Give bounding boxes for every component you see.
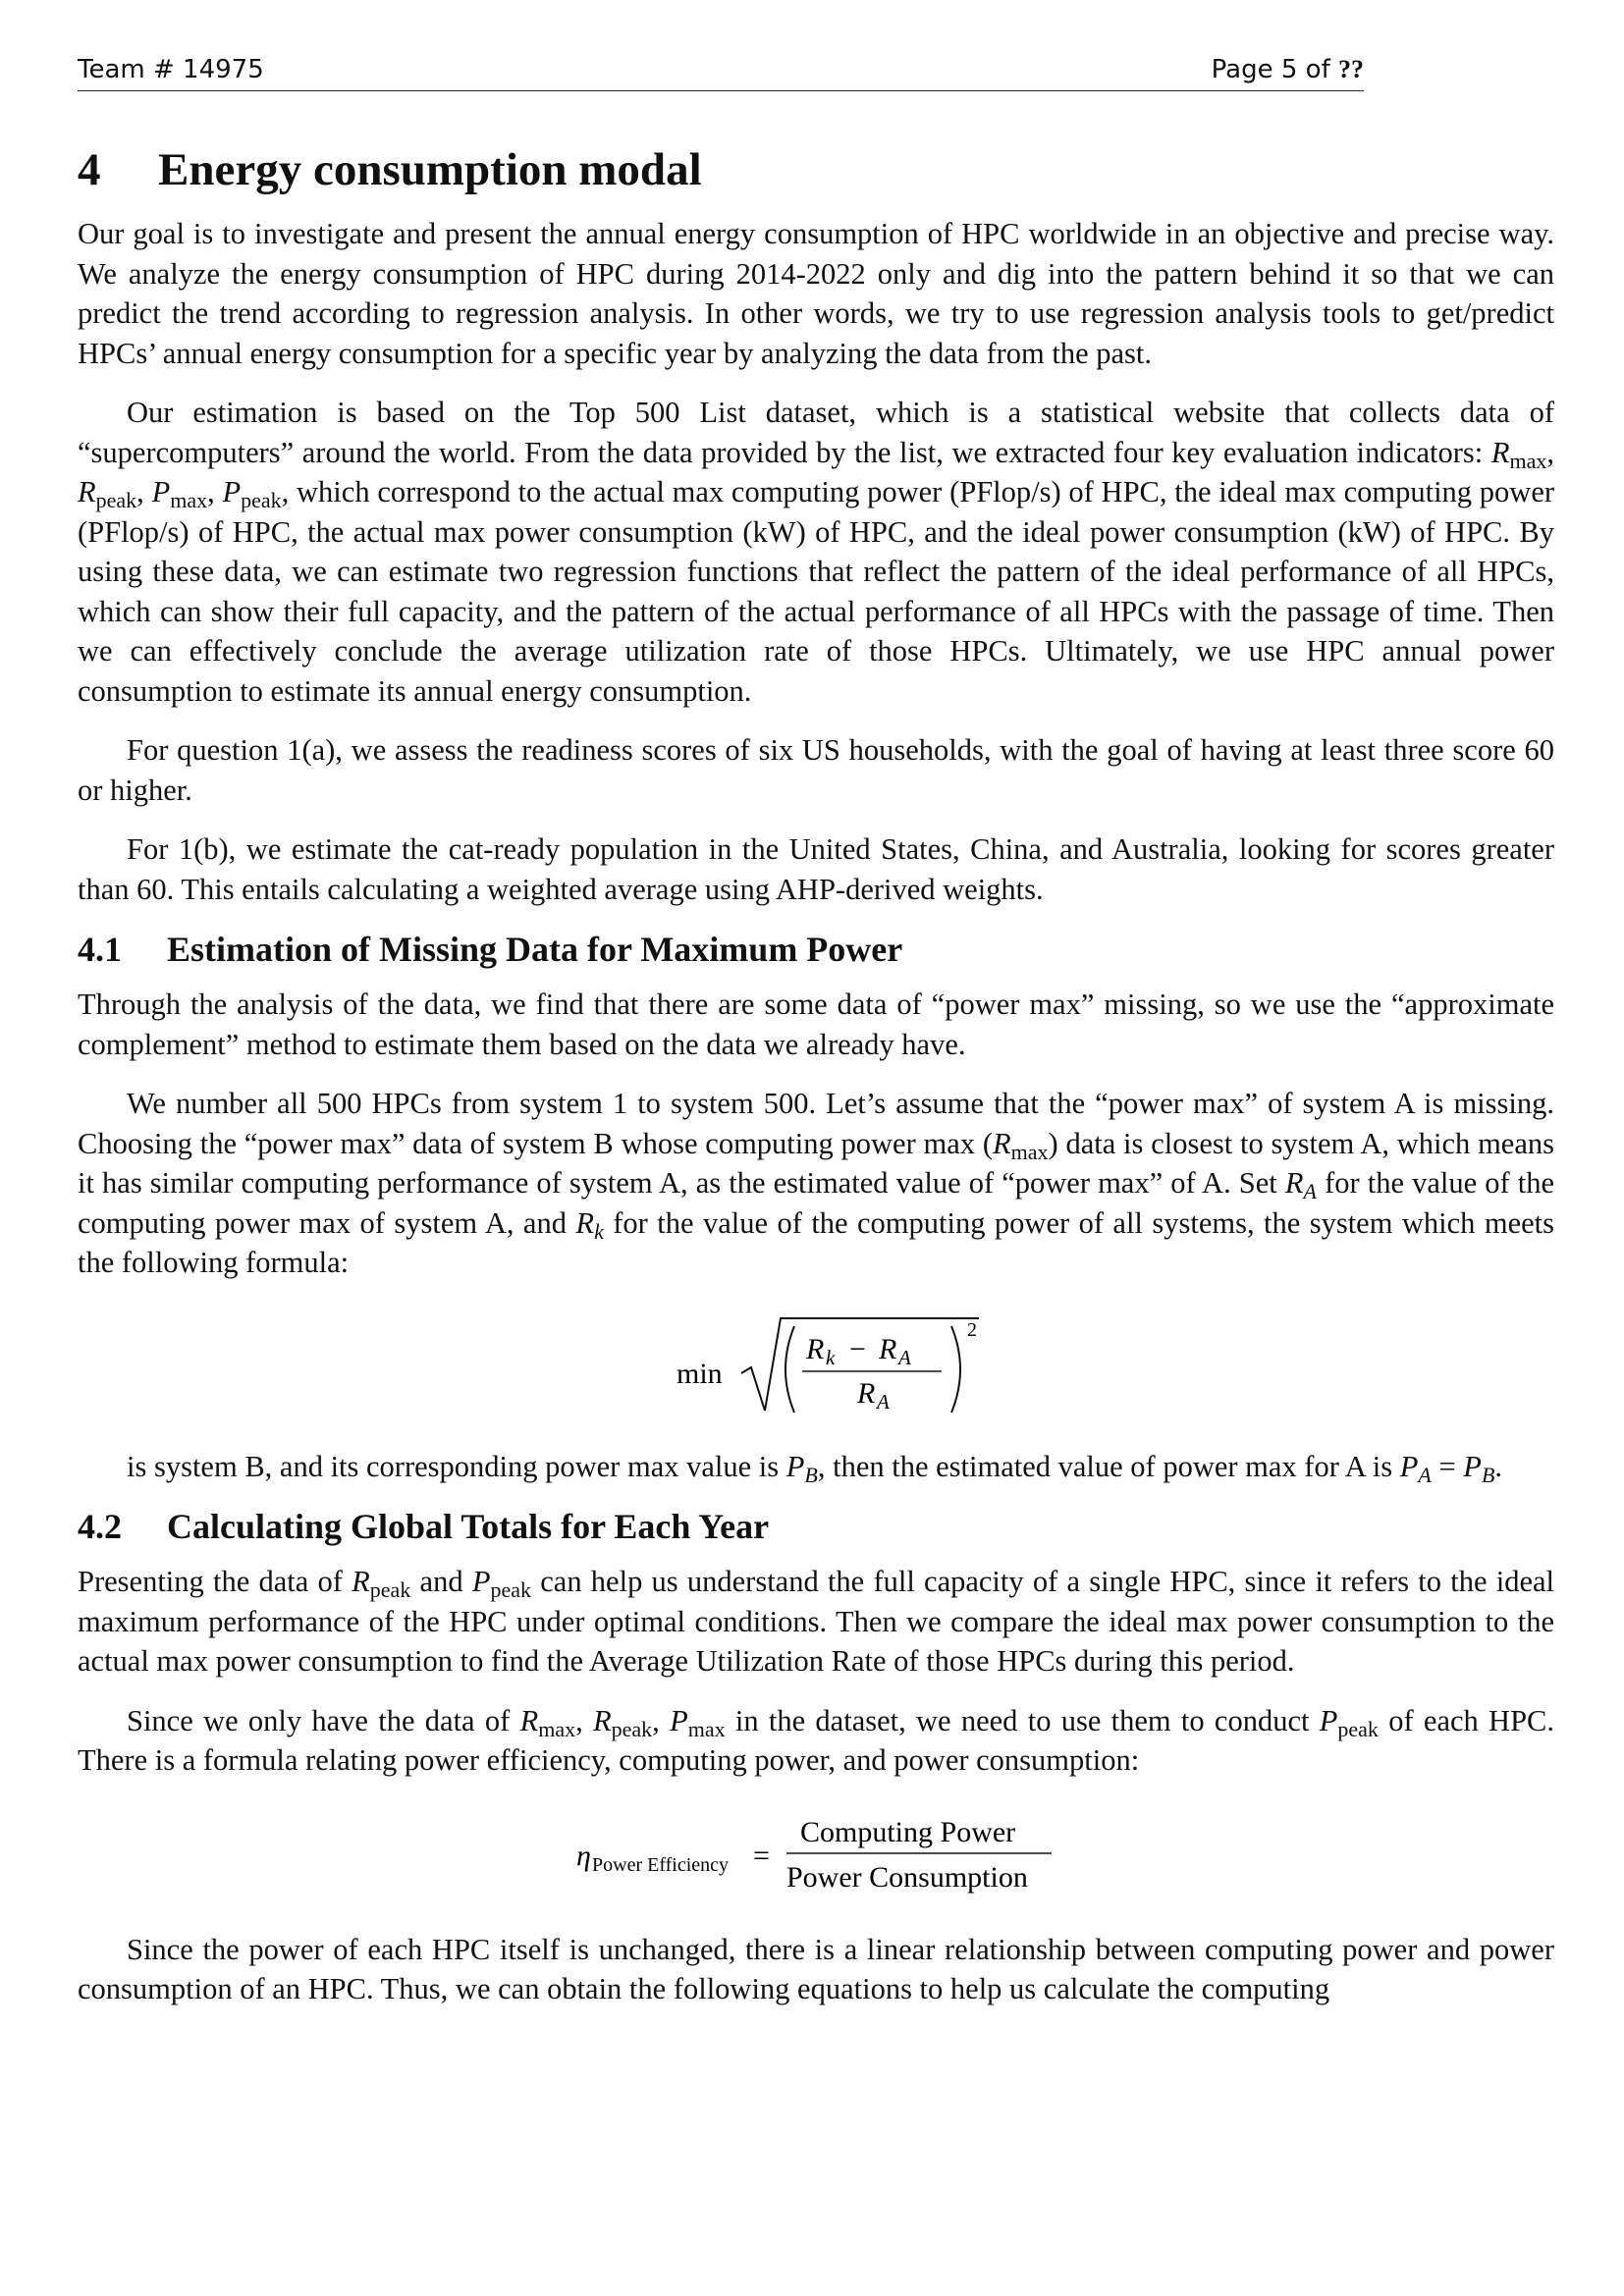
running-header (78, 51, 1364, 91)
section-title: Calculating Global Totals for Each Year (167, 1507, 770, 1547)
paragraph: Since we only have the data of $R_{max}$, $R_{peak}$, $P_{max}$ in the dataset, we need to use them to conduct $P_{peak}$ of each HPC. There is a formula relating power efficiency, computing power, and power consumption: (78, 1703, 1555, 1778)
section-number: 4.1 (78, 930, 122, 970)
page-body (78, 143, 1554, 2029)
section-title: Energy consumption modal (158, 144, 702, 195)
paragraph: For 1(b), we estimate the cat-ready population in the United States, China, and Australia, looking for scores greater than 60. This entails calculating a weighted average using AHP-derived weights. (78, 832, 1554, 906)
equation-graphic (78, 1806, 1554, 1896)
svg-text:−: − (849, 1332, 866, 1365)
svg-text:=: = (753, 1839, 770, 1872)
team-number: Team # 14975 (78, 55, 264, 84)
paragraph: Presenting the data of $R_{peak}$ and $P_{peak}$ can help us understand the full capacity of a single HPC, since it refers to the ideal maximum performance of the HPC under optimal conditions. Then we compare the ideal max power consumption to the actual max power consumption to find the Average Utilization Rate of those HPCs during this period. (78, 1565, 1554, 1679)
eq-min-label: min (677, 1357, 723, 1390)
eq-denominator: Power Consumption (786, 1860, 1028, 1894)
right-paren (951, 1326, 960, 1413)
paragraph: Our estimation is based on the Top 500 List dataset, which is a statistical website that collects data of “supercomputers” around the world. From the data provided by the list, we extracted four key evaluation indicators: $R_{max}$, $R_{peak}$, $P_{max}$, $P_{peak}$, which correspond to the actual max computing power (PFlop/s) of HPC, the ideal max computing power (PFlop/s) of HPC, the actual max power consumption (kW) of HPC, and the ideal power consumption (kW) of HPC. By using these data, we can estimate two regression functions that reflect the pattern of the ideal performance of all HPCs, which can show their full capacity, and the pattern of the actual performance of all HPCs with the passage of time. Then we can effectively conclude the average utilization rate of those HPCs. Ultimately, we use HPC annual power consumption to estimate its annual energy consumption. (78, 396, 1555, 708)
section-number: 4 (78, 144, 101, 195)
equation-graphic (78, 1303, 1554, 1435)
paragraph: is system B, and its corresponding power max value is $P_B$, then the estimated value of power max for A is $P_A = P_B$. (127, 1449, 1503, 1487)
svg-text:R: R (806, 1332, 825, 1365)
eq-numerator: Computing Power (800, 1815, 1016, 1848)
svg-text:A: A (877, 1389, 890, 1414)
svg-text:2: 2 (967, 1318, 977, 1341)
paragraph: For question 1(a), we assess the readiness scores of six US households, with the goal of having at least three score 60 or higher. (78, 733, 1554, 807)
paragraph: Since the power of each HPC itself is unchanged, there is a linear relationship between computing power and power consumption of an HPC. Thus, we can obtain the following equations to help us calculate the computing (78, 1932, 1554, 2006)
page-prefix: Page 5 of (1211, 55, 1338, 84)
svg-text:R: R (857, 1376, 876, 1410)
paragraph: We number all 500 HPCs from system 1 to system 500. Let’s assume that the “power max” of system A is missing. Choosing the “power max” data of system B whose computing power $\max (R_{max})$ data is closest to system A, which means it has similar computing performance of system A, as the estimated value of “power max” of A. Set $R_A$ for the value of the computing power max of system A, and $R_k$ for the value of the computing power of all systems, the system which meets the following formula: (78, 1087, 1555, 1280)
equation-power-efficiency (78, 1806, 1554, 1896)
page-total: ?? (1338, 55, 1364, 83)
left-paren (785, 1326, 794, 1413)
equation-min-relative-error (78, 1303, 1554, 1435)
paragraph: Our goal is to investigate and present the annual energy consumption of HPC worldwide in an objective and precise way. We analyze the energy consumption of HPC during 2014-2022 only and dig into the pattern behind it so that we can predict the trend according to regression analysis. In other words, we try to use regression analysis tools to get/predict HPCs’ annual energy consumption for a specific year by analyzing the data from the past. (78, 217, 1554, 370)
section-4-1-heading (78, 929, 1554, 971)
section-number: 4.2 (78, 1507, 122, 1547)
eq-eta-subscript: Power Efficiency (592, 1853, 730, 1876)
page-indicator (1212, 55, 1364, 84)
svg-text:k: k (826, 1345, 836, 1369)
section-4-heading (78, 143, 1554, 196)
paragraph: Through the analysis of the data, we find that there are some data of “power max” missing, so we use the “approximate complement” method to estimate them based on the data we already have. (78, 988, 1554, 1061)
section-4-2-heading (78, 1506, 1554, 1548)
svg-text:A: A (898, 1345, 911, 1369)
section-title: Estimation of Missing Data for Maximum Power (167, 930, 903, 970)
svg-text:η: η (576, 1839, 591, 1872)
svg-text:R: R (879, 1332, 897, 1365)
